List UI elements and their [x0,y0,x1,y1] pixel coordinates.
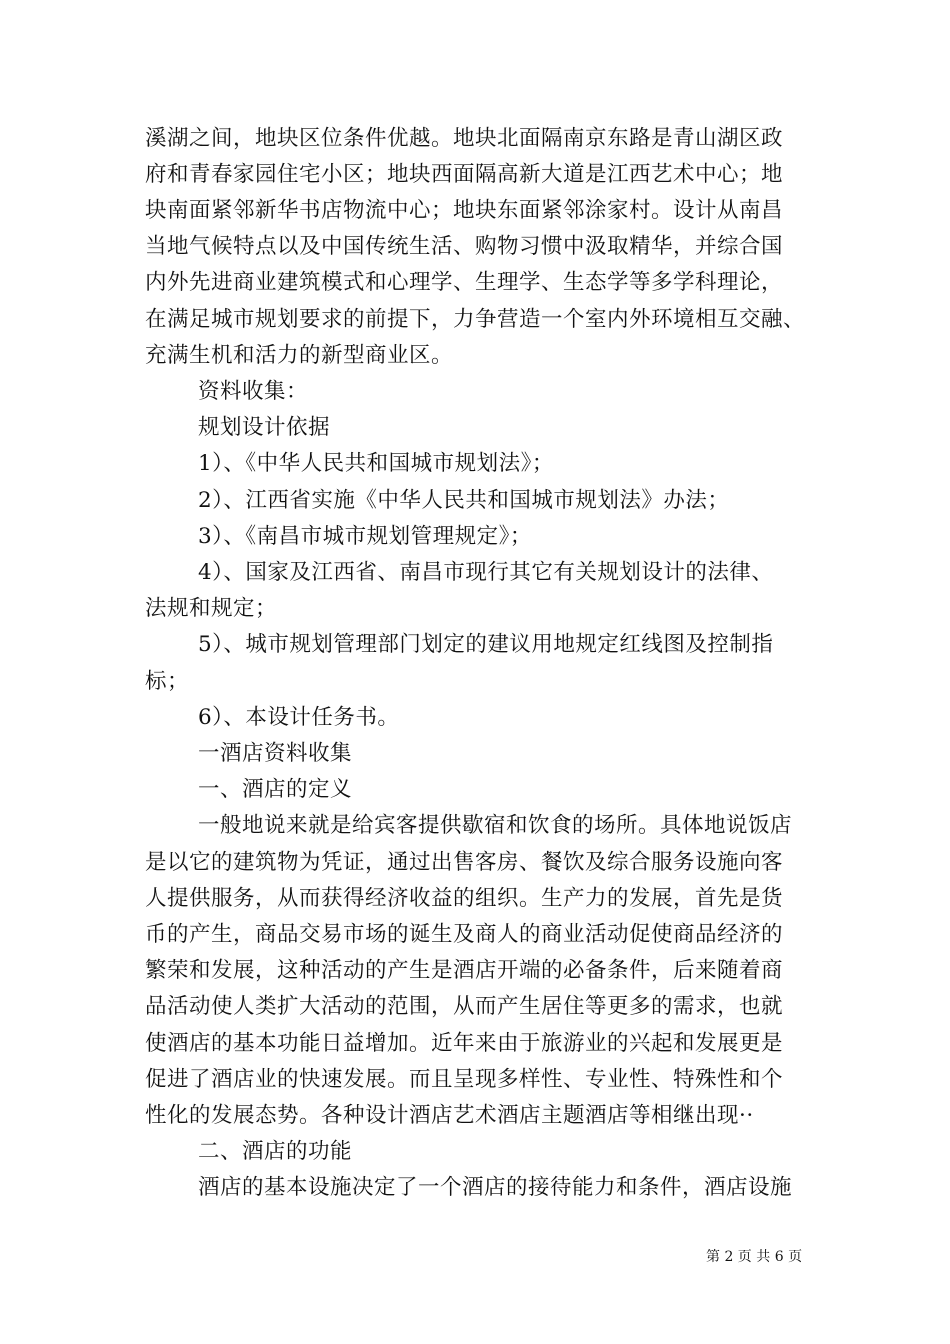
paragraph-line: 使酒店的基本功能日益增加。近年来由于旅游业的兴起和发展更是 [145,1031,784,1056]
section-heading: 二、酒店的功能 [198,1139,353,1164]
section-heading: 规划设计依据 [198,415,331,440]
paragraph-line: 人提供服务，从而获得经济收益的组织。生产力的发展，首先是货 [145,886,784,911]
paragraph-line: 促进了酒店业的快速发展。而且呈现多样性、专业性、特殊性和个 [145,1067,784,1092]
list-item: 3）、《南昌市城市规划管理规定》； [198,524,532,549]
text-line: 在满足城市规划要求的前提下，力争营造一个室内外环境相互交融、 [145,307,806,332]
text-line: 内外先进商业建筑模式和心理学、生理学、生态学等多学科理论， [145,270,784,295]
list-item: 1）、《中华人民共和国城市规划法》； [198,451,554,476]
paragraph-line: 一般地说来就是给宾客提供歇宿和饮食的场所。具体地说饭店 [198,813,793,838]
paragraph-line: 性化的发展态势。各种设计酒店艺术酒店主题酒店等相继出现·· [145,1103,754,1128]
text-line: 当地气候特点以及中国传统生活、购物习惯中汲取精华，并综合国 [145,234,784,259]
paragraph-line: 币的产生，商品交易市场的诞生及商人的商业活动促使商品经济的 [145,922,784,947]
paragraph-line: 繁荣和发展，这种活动的产生是酒店开端的必备条件，后来随着商 [145,958,784,983]
paragraph-line: 品活动使人类扩大活动的范围，从而产生居住等更多的需求，也就 [145,994,784,1019]
section-heading: 一酒店资料收集 [198,741,353,766]
list-item: 5）、城市规划管理部门划定的建议用地规定红线图及控制指 [198,632,774,657]
paragraph-line: 是以它的建筑物为凭证，通过出售客房、餐饮及综合服务设施向客 [145,850,784,875]
page-number: 第 2 页 共 6 页 [706,1249,803,1265]
text-line: 府和青春家园住宅小区；地块西面隔高新大道是江西艺术中心；地 [145,162,784,187]
list-item: 6）、本设计任务书。 [198,705,400,730]
list-item: 2）、江西省实施《中华人民共和国城市规划法》办法； [198,488,730,513]
text-line: 块南面紧邻新华书店物流中心；地块东面紧邻涂家村。设计从南昌 [145,198,784,223]
text-line: 充满生机和活力的新型商业区。 [145,343,454,368]
list-item-continuation: 标； [145,669,190,694]
paragraph-line: 酒店的基本设施决定了一个酒店的接待能力和条件，酒店设施 [198,1175,793,1200]
text-line: 溪湖之间，地块区位条件优越。地块北面隔南京东路是青山湖区政 [145,126,784,151]
section-heading: 一、酒店的定义 [198,777,353,802]
section-heading: 资料收集： [198,379,309,404]
list-item-continuation: 法规和规定； [145,596,278,621]
list-item: 4）、国家及江西省、南昌市现行其它有关规划设计的法律、 [198,560,774,585]
